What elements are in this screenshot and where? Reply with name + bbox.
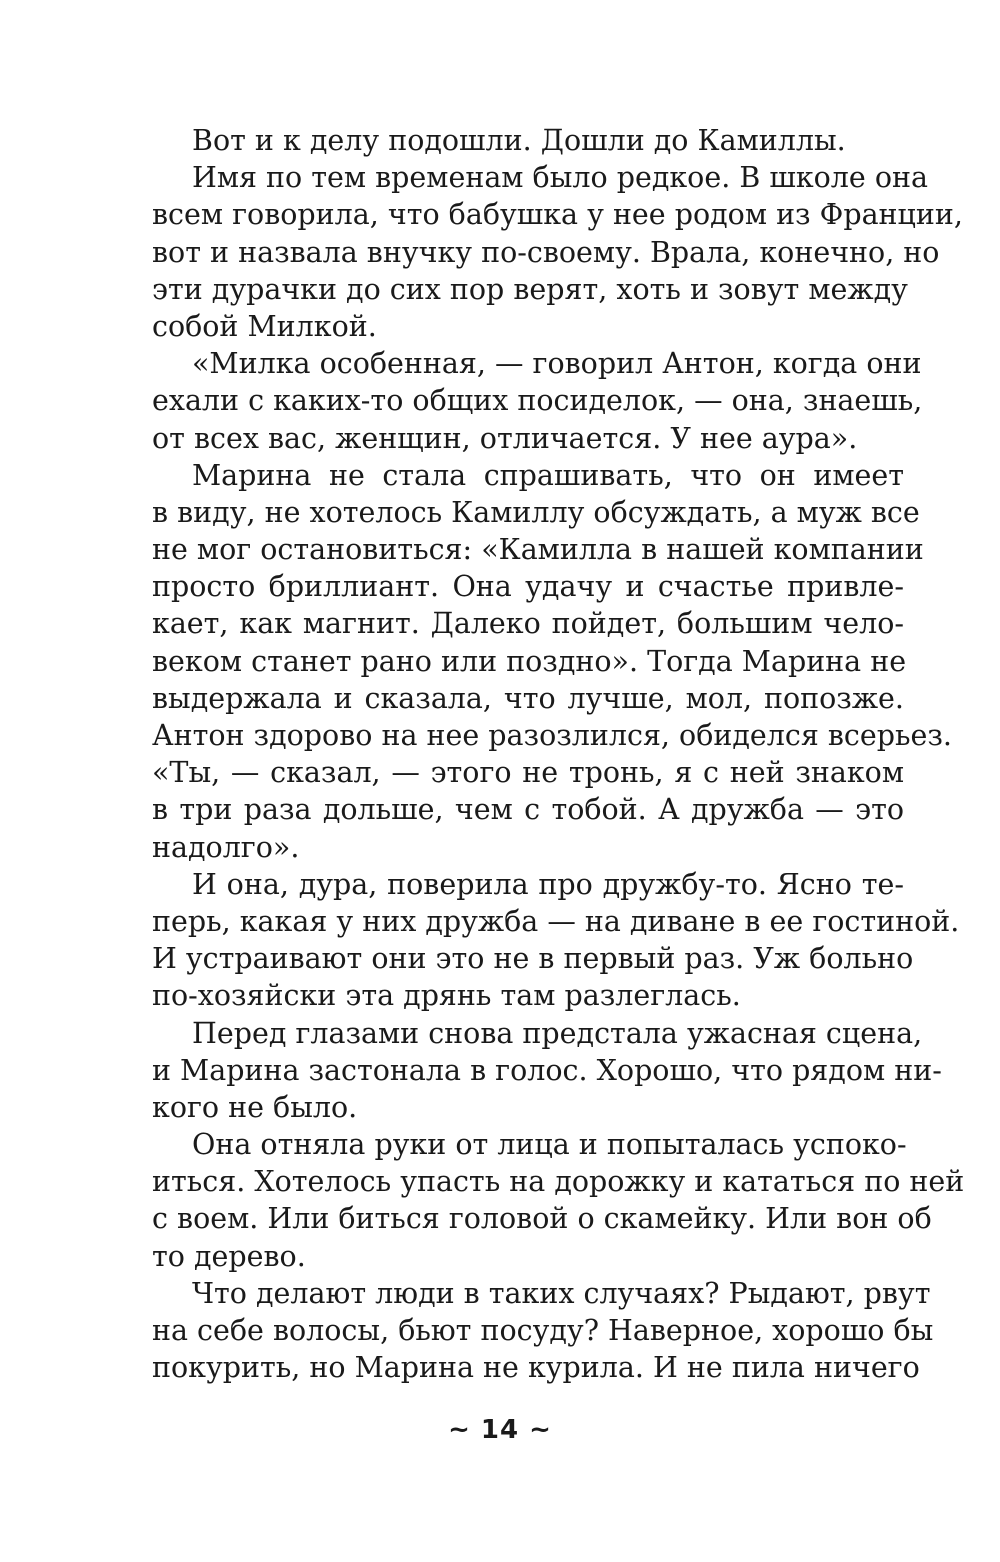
text-line: «Милка особенная, — говорил Антон, когда они (192, 347, 922, 381)
text-line: в виду, не хотелось Камиллу обсуждать, а муж все (152, 495, 920, 529)
paragraph (152, 345, 923, 457)
text-line: Марина не стала спрашивать, что он имеет (192, 458, 904, 492)
text-line: кого не было. (152, 1090, 358, 1124)
text-line: всем говорила, что бабушка у нее родом из Франции, (152, 198, 963, 232)
text-line: то дерево. (152, 1239, 306, 1273)
text-line: собой Милкой. (152, 309, 377, 343)
text-line: выдержала и сказала, что лучше, мол, попозже. (152, 681, 904, 715)
text-line: перь, какая у них дружба — на диване в ее гостиной. (152, 904, 960, 938)
text-line: И устраивают они это не в первый раз. Уж больно (152, 942, 914, 976)
paragraph (152, 1015, 942, 1127)
text-line: И она, дура, поверила про дружбу-то. Ясно те- (192, 867, 904, 901)
body-text (152, 122, 965, 1386)
text-line: Что делают люди в таких случаях? Рыдают, рвут (192, 1276, 931, 1310)
text-line: просто бриллиант. Она удачу и счастье привле- (152, 570, 904, 604)
text-line: кает, как магнит. Далеко пойдет, большим чело- (152, 607, 904, 641)
text-line: ехали с каких-то общих посиделок, — она, знаешь, (152, 384, 923, 418)
text-line: покурить, но Марина не курила. И не пила ничего (152, 1351, 920, 1385)
text-line: не мог остановиться: «Камилла в нашей компании (152, 533, 924, 567)
paragraph (152, 159, 963, 345)
text-line: Вот и к делу подошли. Дошли до Камиллы. (192, 124, 846, 157)
text-line: от всех вас, женщин, отличается. У нее аура». (152, 421, 858, 455)
page-number: ~ 14 ~ (448, 1415, 552, 1445)
text-line: иться. Хотелось упасть на дорожку и кататься по ней (152, 1165, 965, 1199)
text-line: Имя по тем временам было редкое. В школе она (192, 161, 928, 195)
text-line: веком станет рано или поздно». Тогда Марина не (152, 644, 907, 678)
paragraph (152, 122, 904, 159)
text-line: с воем. Или биться головой о скамейку. Или вон об (152, 1202, 932, 1236)
text-line: по-хозяйски эта дрянь там разлеглась. (152, 979, 741, 1013)
text-line: Она отняла руки от лица и попыталась успоко- (192, 1128, 907, 1162)
text-line: надолго». (152, 830, 300, 864)
paragraph (152, 1275, 934, 1387)
paragraph (152, 866, 960, 1015)
text-line: на себе волосы, бьют посуду? Наверное, хорошо бы (152, 1314, 934, 1347)
text-line: вот и назвала внучку по-своему. Врала, конечно, но (152, 235, 940, 269)
text-line: и Марина застонала в голос. Хорошо, что рядом ни- (152, 1053, 942, 1087)
text-line: «Ты, — сказал, — этого не тронь, я с ней знаком (152, 756, 904, 790)
paragraph (152, 457, 952, 866)
text-line: Перед глазами снова предстала ужасная сцена, (192, 1016, 923, 1050)
text-line: в три раза дольше, чем с тобой. А дружба — это (152, 793, 904, 827)
text-line: Антон здорово на нее разозлился, обиделся всерьез. (152, 719, 952, 752)
text-line: эти дурачки до сих пор верят, хоть и зовут между (152, 272, 908, 306)
paragraph (152, 1126, 965, 1275)
